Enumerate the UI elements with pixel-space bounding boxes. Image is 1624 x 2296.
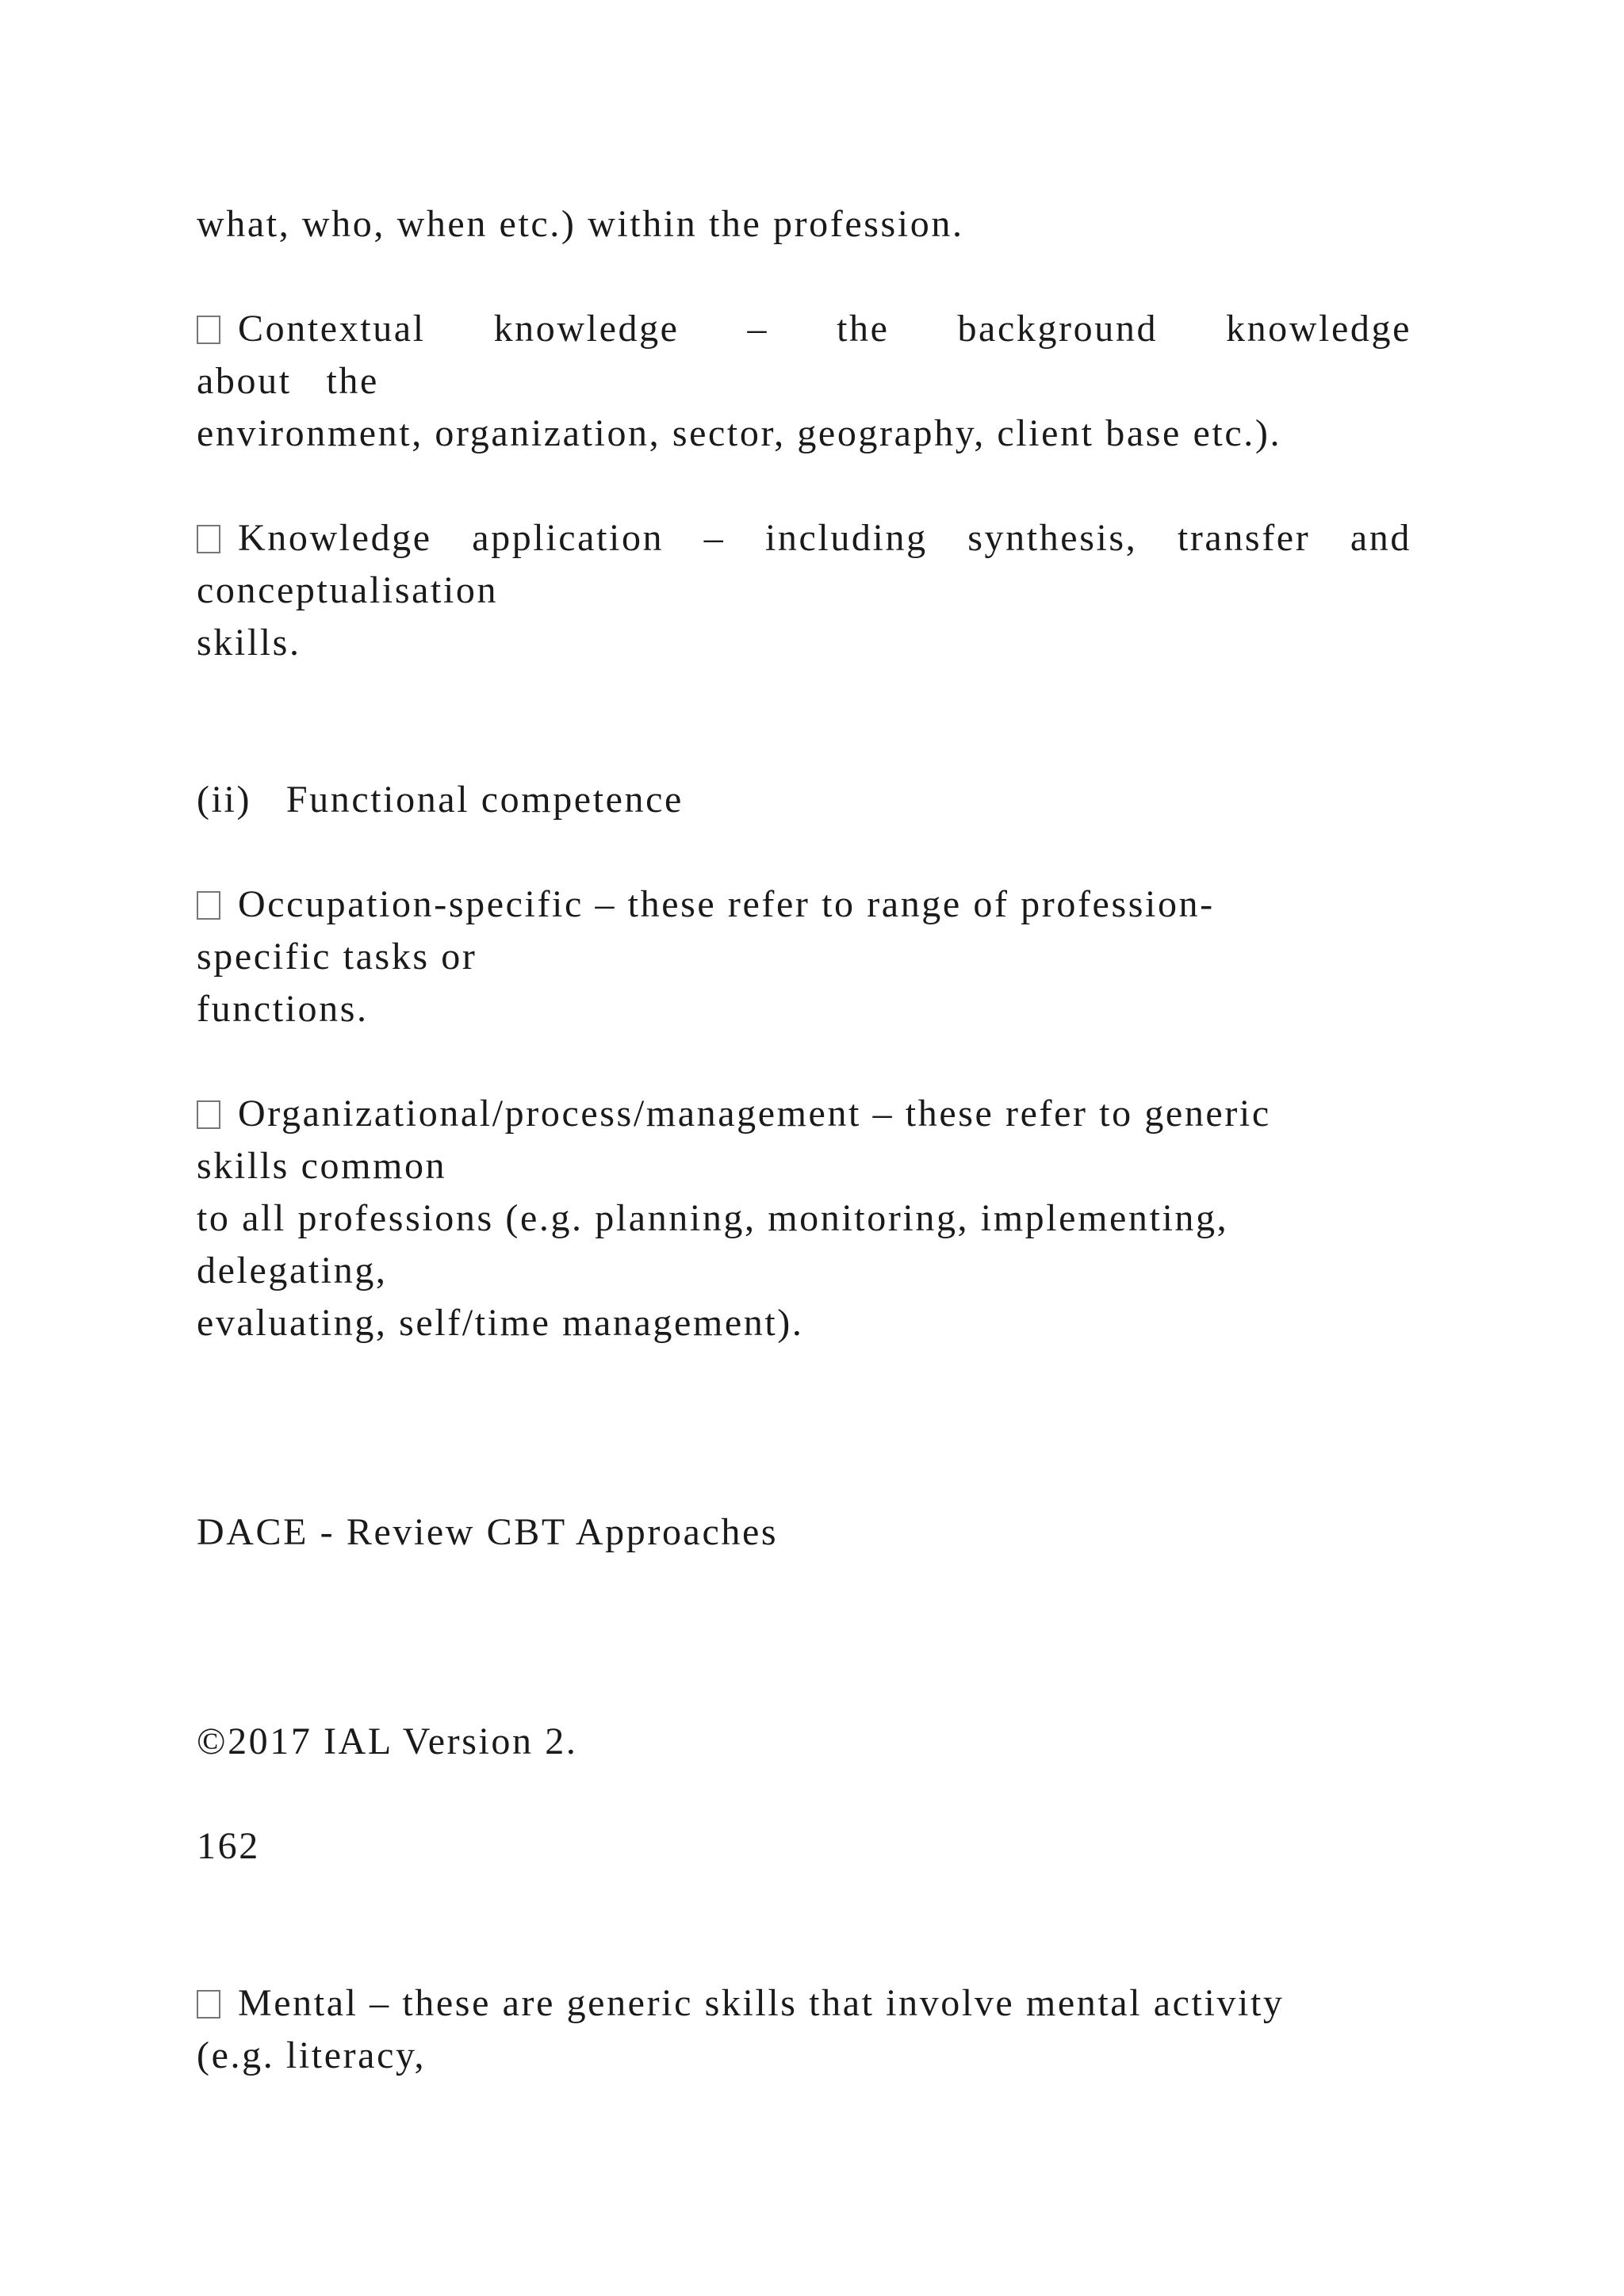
footer-copyright: ©2017 IAL Version 2. [197,1720,578,1762]
text-line: environment, organization, sector, geography, client base etc.). [197,412,1282,454]
text-line: skills common [197,1145,447,1187]
text-line: specific tasks or [197,936,477,978]
missing-glyph-icon [197,891,220,920]
text-line: skills. [197,622,301,664]
bullet-text: Knowledge application – including synthesis, transfer and [238,517,1411,559]
text-line: evaluating, self/time management). [197,1302,804,1344]
text-line: about the [197,360,379,402]
bullet-item-occupation-specific [197,878,1215,931]
bullet-text: Mental – these are generic skills that involve mental activity [238,1982,1285,2024]
missing-glyph-icon [197,316,220,344]
page-number: 162 [197,1825,260,1867]
missing-glyph-icon [197,1100,220,1129]
text-line: conceptualisation [197,569,499,611]
footer-title: DACE - Review CBT Approaches [197,1511,779,1553]
bullet-item-knowledge-application [197,512,1411,564]
missing-glyph-icon [197,525,220,553]
bullet-item-organizational [197,1088,1271,1140]
bullet-text: Occupation-specific – these refer to range of profession- [238,883,1215,925]
text-line: what, who, when etc.) within the profession. [197,203,964,245]
text-line: (e.g. literacy, [197,2034,427,2076]
text-line: to all professions (e.g. planning, monitoring, implementing, [197,1197,1229,1239]
missing-glyph-icon [197,1990,220,2019]
bullet-item-contextual-knowledge [197,303,1411,355]
bullet-item-mental [197,1977,1285,2030]
text-line: delegating, [197,1249,388,1292]
text-line: functions. [197,988,369,1030]
bullet-text: Contextual knowledge – the background knowledge [238,308,1411,350]
bullet-text: Organizational/process/management – these refer to generic [238,1093,1271,1135]
section-heading: (ii) Functional competence [197,779,684,821]
